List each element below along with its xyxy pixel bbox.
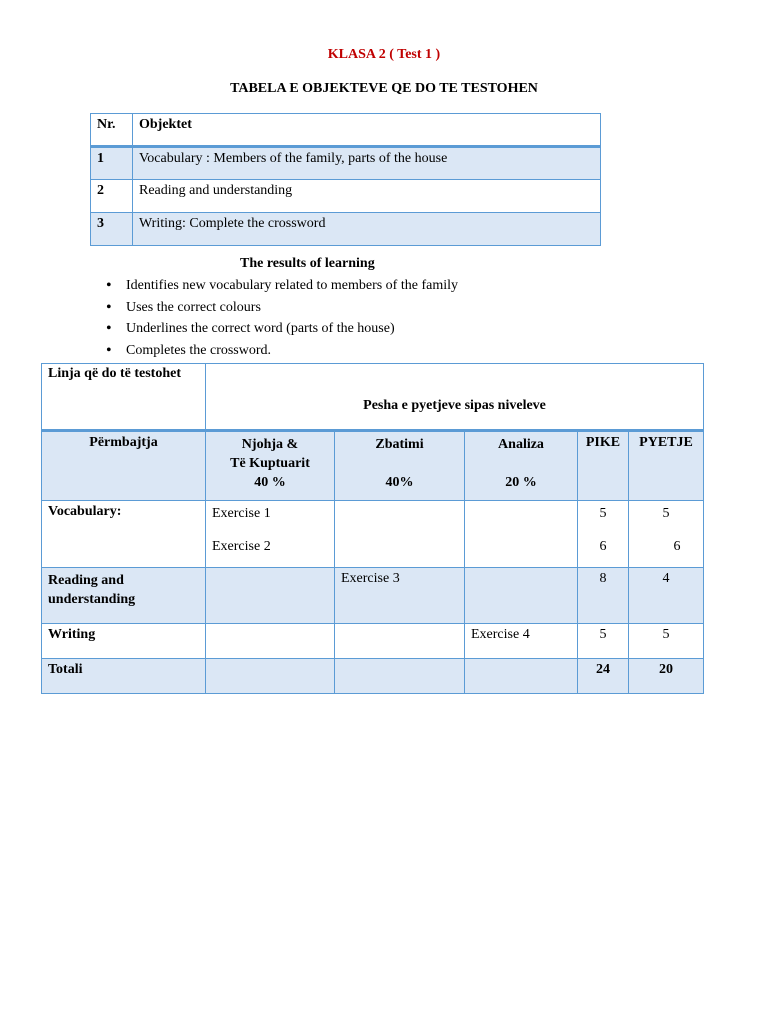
empty-cell xyxy=(206,568,335,624)
header-analysis-pct: 20 % xyxy=(505,475,537,490)
objective-nr: 1 xyxy=(91,147,133,180)
questions-1: 5 xyxy=(662,506,670,521)
document-subtitle: TABELA E OBJEKTEVE QE DO TE TESTOHEN xyxy=(230,81,538,96)
empty-cell xyxy=(335,501,465,568)
document-title: KLASA 2 ( Test 1 ) xyxy=(327,47,441,62)
header-knowledge-line1: Njohja & xyxy=(241,437,299,452)
objective-text: Vocabulary : Members of the family, parts of the house xyxy=(133,147,601,180)
empty-cell xyxy=(206,659,335,694)
header-knowledge xyxy=(206,431,335,501)
row-reading-exercise: Exercise 3 xyxy=(335,568,465,624)
table-row xyxy=(42,659,704,694)
row-reading-label xyxy=(42,568,206,624)
header-analysis-label: Analiza xyxy=(498,437,544,452)
results-list xyxy=(106,275,458,361)
header-questions: PYETJE xyxy=(629,431,704,501)
header-application-pct: 40% xyxy=(385,475,414,490)
row-writing-points: 5 xyxy=(578,624,629,659)
weights-header-row xyxy=(42,431,704,501)
objective-text: Reading and understanding xyxy=(133,180,601,213)
header-application-label: Zbatimi xyxy=(375,437,424,452)
header-knowledge-line2: Të Kuptuarit xyxy=(230,456,310,471)
exercise-1: Exercise 1 xyxy=(212,506,271,521)
list-item: • Identifies new vocabulary related to members of the family xyxy=(106,275,458,297)
objectives-header-objectives: Objektet xyxy=(133,114,601,147)
header-knowledge-pct: 40 % xyxy=(254,475,286,490)
row-writing-exercise: Exercise 4 xyxy=(465,624,578,659)
empty-cell xyxy=(465,659,578,694)
objective-nr: 3 xyxy=(91,213,133,246)
header-analysis xyxy=(465,431,578,501)
table-row xyxy=(91,147,601,180)
objectives-header-row xyxy=(91,114,601,147)
row-vocabulary-exercises xyxy=(206,501,335,568)
line-label: Linja që do të testohet xyxy=(42,364,206,431)
list-item: • Completes the crossword. xyxy=(106,340,458,362)
reading-label-line2: understanding xyxy=(48,592,136,607)
table-row xyxy=(42,501,704,568)
objective-nr: 2 xyxy=(91,180,133,213)
empty-cell xyxy=(335,624,465,659)
table-row xyxy=(91,180,601,213)
results-title: The results of learning xyxy=(240,256,375,271)
list-item: • Uses the correct colours xyxy=(106,297,458,319)
table-row xyxy=(42,624,704,659)
empty-cell xyxy=(206,624,335,659)
header-content: Përmbajtja xyxy=(42,431,206,501)
empty-cell xyxy=(465,568,578,624)
weight-title: Pesha e pyetjeve sipas niveleve xyxy=(206,364,704,431)
row-vocabulary-questions xyxy=(629,501,704,568)
row-vocabulary-points xyxy=(578,501,629,568)
weights-top-row xyxy=(42,364,704,431)
points-2: 6 xyxy=(599,539,607,554)
weights-table xyxy=(41,363,704,694)
table-row xyxy=(91,213,601,246)
exercise-2: Exercise 2 xyxy=(212,539,271,554)
reading-label-line1: Reading and xyxy=(48,573,124,588)
row-total-points: 24 xyxy=(578,659,629,694)
points-1: 5 xyxy=(599,506,607,521)
header-points: PIKE xyxy=(578,431,629,501)
objectives-header-nr: Nr. xyxy=(91,114,133,147)
row-total-label: Totali xyxy=(42,659,206,694)
empty-cell xyxy=(335,659,465,694)
list-item: • Underlines the correct word (parts of the house) xyxy=(106,318,458,340)
empty-cell xyxy=(465,501,578,568)
header-application xyxy=(335,431,465,501)
row-reading-questions: 4 xyxy=(629,568,704,624)
row-writing-questions: 5 xyxy=(629,624,704,659)
row-reading-points: 8 xyxy=(578,568,629,624)
objective-text: Writing: Complete the crossword xyxy=(133,213,601,246)
questions-2: 6 xyxy=(673,539,681,554)
objectives-table xyxy=(90,113,601,246)
row-vocabulary-label: Vocabulary: xyxy=(42,501,206,568)
table-row xyxy=(42,568,704,624)
row-total-questions: 20 xyxy=(629,659,704,694)
row-writing-label: Writing xyxy=(42,624,206,659)
